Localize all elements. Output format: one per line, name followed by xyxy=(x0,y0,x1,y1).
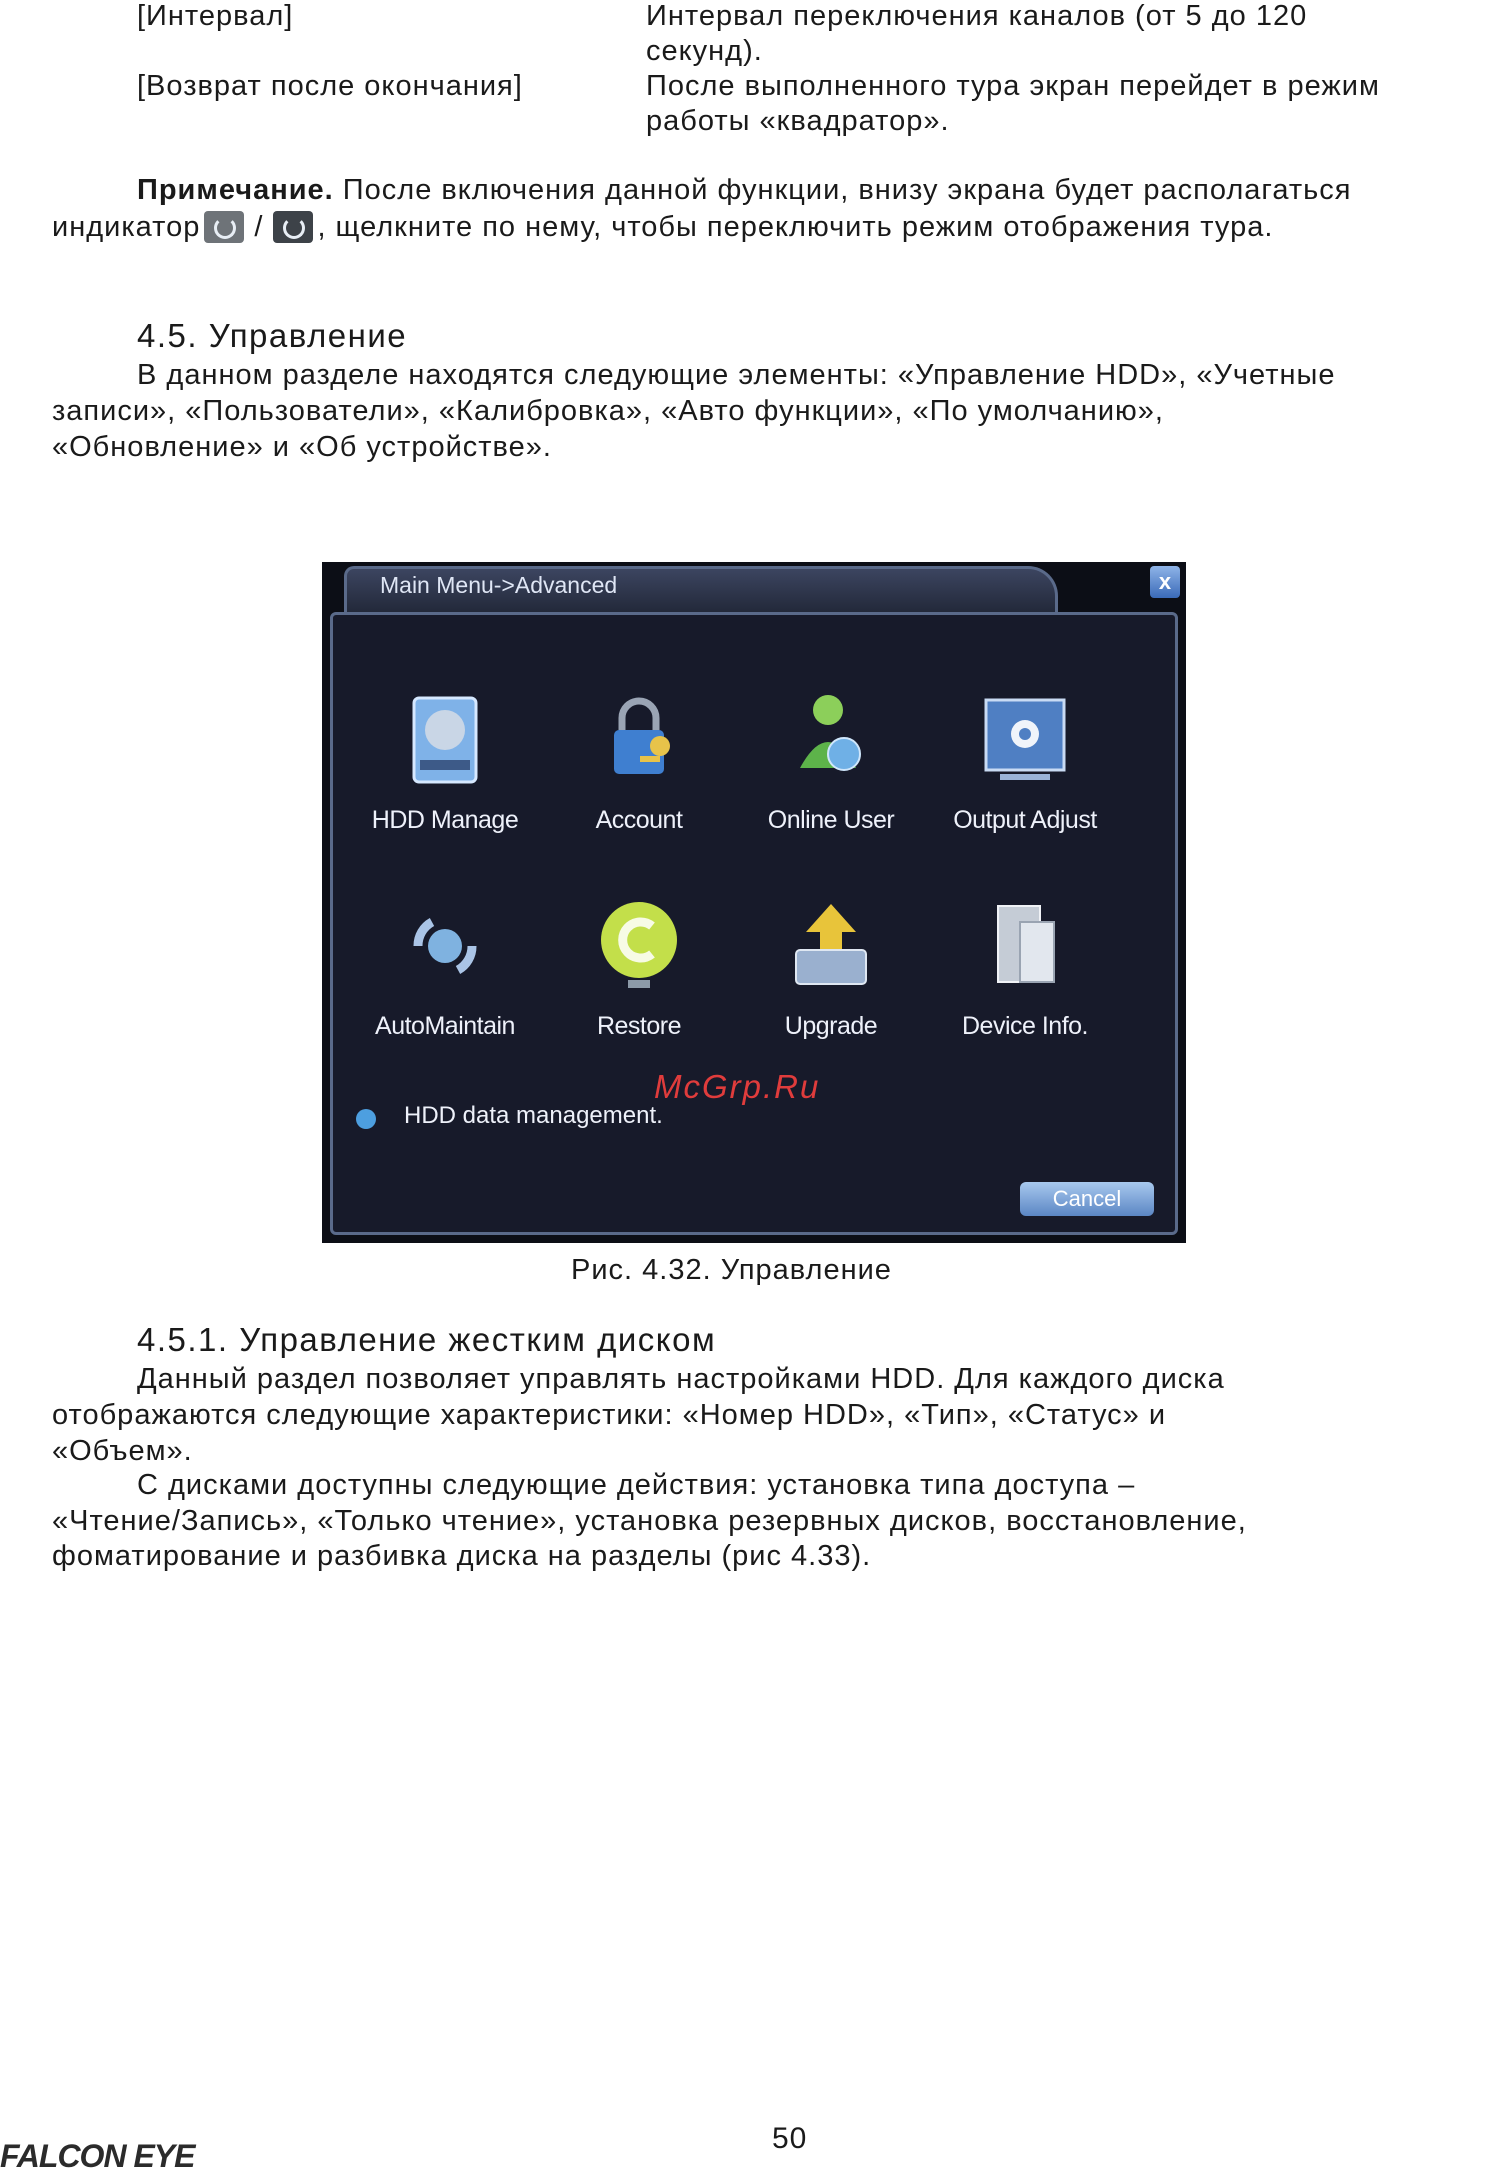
tile-output-adjust[interactable] xyxy=(930,690,1120,860)
desc-interval-line1: Интервал переключения каналов (от 5 до 120 xyxy=(646,0,1308,32)
section-4-5-1-p1-line3: «Объем». xyxy=(52,1435,193,1467)
restore-icon xyxy=(594,896,684,996)
section-4-5-1-p2-line3: фоматирование и разбивка диска на разделы (рис 4.33). xyxy=(52,1540,872,1572)
section-4-5-1-p2-line1: С дисками доступны следующие действия: установка типа доступа – xyxy=(137,1469,1136,1501)
info-icon xyxy=(356,1109,376,1129)
tile-label: AutoMaintain xyxy=(375,1012,515,1040)
tile-label: Online User xyxy=(767,806,895,834)
cancel-button[interactable]: Cancel xyxy=(1020,1182,1154,1216)
tile-upgrade[interactable] xyxy=(736,896,926,1066)
note-line2-end: , щелкните по нему, чтобы переключить режим отображения тура. xyxy=(317,211,1274,243)
tile-label: Device Info. xyxy=(961,1012,1088,1040)
menu-title: Main Menu->Advanced xyxy=(380,572,618,598)
tile-account[interactable] xyxy=(544,690,734,860)
tile-label: HDD Manage xyxy=(371,806,519,834)
lock-key-icon xyxy=(594,690,684,790)
close-icon[interactable]: x xyxy=(1150,566,1180,598)
section-4-5-1-p1-line2: отображаются следующие характеристики: «Номер HDD», «Тип», «Статус» и xyxy=(52,1399,1167,1431)
device-info-icon xyxy=(980,896,1070,996)
note-line2 xyxy=(52,209,1273,245)
tile-device-info[interactable] xyxy=(930,896,1120,1066)
tour-indicator-icon xyxy=(204,211,244,243)
tile-label: Output Adjust xyxy=(953,806,1097,834)
figure-caption: Рис. 4.32. Управление xyxy=(571,1254,892,1286)
tile-auto-maintain[interactable] xyxy=(350,896,540,1066)
section-4-5-line1: В данном разделе находятся следующие элементы: «Управление HDD», «Учетные xyxy=(137,359,1336,391)
note-line1 xyxy=(137,172,1351,208)
section-4-5-1-heading: 4.5.1. Управление жестким диском xyxy=(137,1321,717,1358)
hdd-icon xyxy=(400,690,490,790)
note-separator: / xyxy=(254,211,264,243)
desc-return-line2: работы «квадратор». xyxy=(646,105,950,137)
section-4-5-heading: 4.5. Управление xyxy=(137,317,408,354)
section-4-5-line3: «Обновление» и «Об устройстве». xyxy=(52,431,552,463)
auto-maintain-icon xyxy=(400,896,490,996)
tile-online-user[interactable] xyxy=(736,690,926,860)
tile-restore[interactable] xyxy=(544,896,734,1066)
tour-indicator-active-icon xyxy=(273,211,313,243)
section-4-5-1-p1-line1: Данный раздел позволяет управлять настройками HDD. Для каждого диска xyxy=(137,1363,1225,1395)
dvr-advanced-menu-screenshot xyxy=(322,562,1186,1243)
note-text: После включения данной функции, внизу экрана будет располагаться xyxy=(333,174,1352,206)
gear-screen-icon xyxy=(980,690,1070,790)
tile-label: Restore xyxy=(596,1012,682,1040)
desc-return-line1: После выполненного тура экран перейдет в режим xyxy=(646,70,1380,102)
page-number: 50 xyxy=(772,2122,808,2155)
user-globe-icon xyxy=(786,690,876,790)
tile-label: Upgrade xyxy=(784,1012,878,1040)
upgrade-icon xyxy=(786,896,876,996)
tile-label: Account xyxy=(595,806,683,834)
brand-logo: FALCON EYE xyxy=(0,2138,195,2174)
note-line2-start: индикатор xyxy=(52,211,201,243)
param-return: [Возврат после окончания] xyxy=(137,70,523,102)
hint-text: HDD data management. xyxy=(404,1102,663,1129)
desc-interval-line2: секунд). xyxy=(646,35,763,67)
section-4-5-1-p2-line2: «Чтение/Запись», «Только чтение», установка резервных дисков, восстановление, xyxy=(52,1505,1247,1537)
watermark: McGrp.Ru xyxy=(654,1068,821,1105)
section-4-5-line2: записи», «Пользователи», «Калибровка», «Авто функции», «По умолчанию», xyxy=(52,395,1164,427)
tile-hdd-manage[interactable] xyxy=(350,690,540,860)
note-label: Примечание. xyxy=(137,174,334,206)
param-interval: [Интервал] xyxy=(137,0,294,32)
